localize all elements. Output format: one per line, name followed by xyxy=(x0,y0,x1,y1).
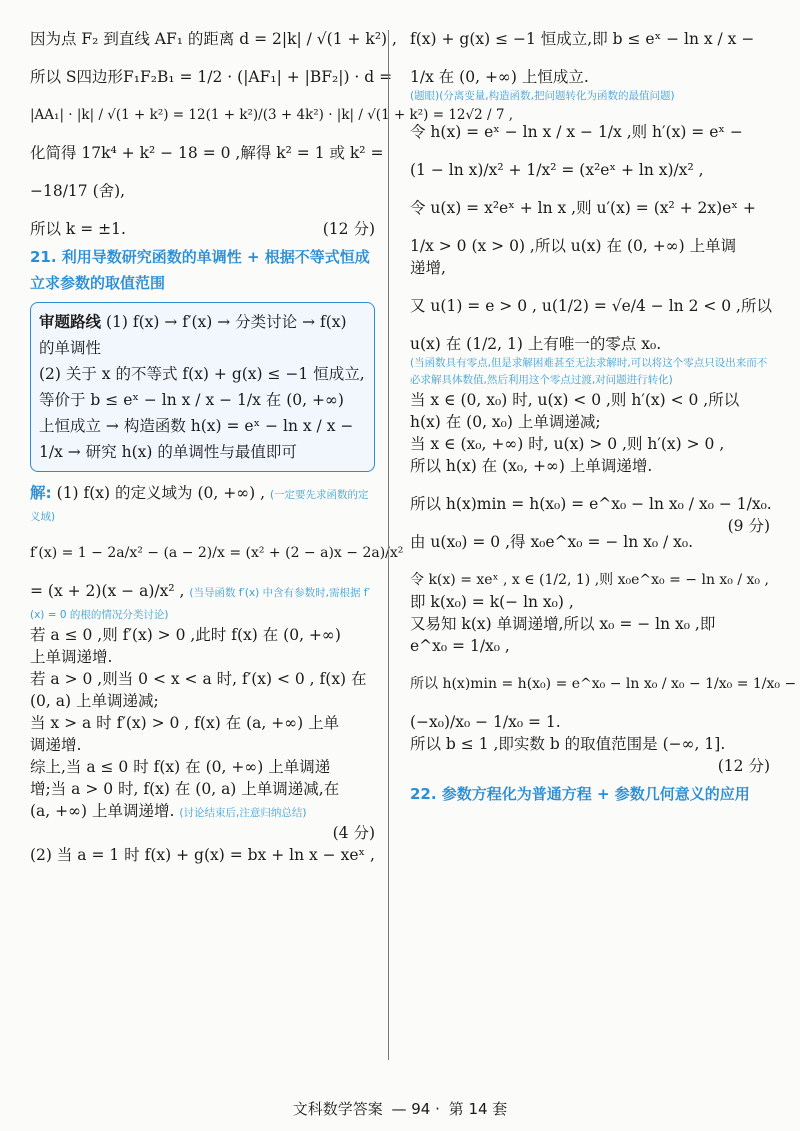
footer-label: 文科数学答案 xyxy=(292,1100,383,1118)
roadmap-box xyxy=(30,302,375,472)
text-line: 又易知 k(x) 单调递增,所以 x₀ = − ln x₀ ,即 xyxy=(410,615,716,633)
text-content: 所以 h(x)min = h(x₀) = e^x₀ − ln x₀ / x₀ − 1/x₀. xyxy=(410,495,772,513)
text-line xyxy=(30,800,375,822)
text-line: u(x) 在 (1/2, 1) 上有唯一的零点 x₀. xyxy=(410,335,662,353)
text-line: 综上,当 a ≤ 0 时 f(x) 在 (0, +∞) 上单调递 xyxy=(30,758,331,776)
text-line xyxy=(410,493,772,535)
text-line xyxy=(30,218,375,240)
text-line: f(x) + g(x) ≤ −1 恒成立,即 b ≤ eˣ − ln x / x − xyxy=(410,30,755,48)
text-line: |AA₁| · |k| / √(1 + k²) = 12(1 + k²)/(3 + 4k²) · |k| / √(1 + k²) = 12√2 / 7 , xyxy=(30,107,513,123)
text-line: f′(x) = 1 − 2a/x² − (a − 2)/x = (x² + (2 − a)x − 2a)/x² xyxy=(30,545,404,561)
annotation: (题眼)(分离变量,构造函数,把问题转化为函数的最值问题) xyxy=(410,90,675,102)
annotation: (当函数具有零点,但是求解困难甚至无法求解时,可以将这个零点只设出来而不必求解具体数值,然后利用这个零点过渡,对问题进行转化) xyxy=(410,357,768,386)
text-line: (1 − ln x)/x² + 1/x² = (x²eˣ + ln x)/x² , xyxy=(410,161,704,179)
solution-label: 解: xyxy=(30,484,52,502)
text-line: 1/x > 0 (x > 0) ,所以 u(x) 在 (0, +∞) 上单调 xyxy=(410,237,737,255)
solution-line xyxy=(30,482,375,526)
text-line: −18/17 (舍), xyxy=(30,182,126,200)
text-line: 由 u(x₀) = 0 ,得 x₀e^x₀ = − ln x₀ / x₀. xyxy=(410,533,694,551)
roadmap-text: (1) f(x) → f′(x) → 分类讨论 → f(x) 的单调性 xyxy=(39,313,347,357)
page-number: — 94 · xyxy=(391,1100,440,1118)
column-divider xyxy=(388,30,389,1060)
text-content: (1) f(x) 的定义域为 (0, +∞) , xyxy=(56,484,266,502)
text-line: 递增, xyxy=(410,259,446,277)
text-line: 上单调递增. xyxy=(30,648,113,666)
text-line: 调递增. xyxy=(30,736,82,754)
roadmap-title: 审题路线 xyxy=(39,313,102,331)
text-line: (2) 当 a = 1 时 f(x) + g(x) = bx + ln x − xeˣ , xyxy=(30,846,375,864)
roadmap-line: 上恒成立 → 构造函数 h(x) = eˣ − ln x / x − xyxy=(39,417,354,435)
text-line: 所以 b ≤ 1 ,即实数 b 的取值范围是 (−∞, 1]. xyxy=(410,735,726,753)
annotation: (当导函数 f′(x) 中含有参数时,需根据 f′(x) = 0 的根的情况分类讨论) xyxy=(30,587,370,621)
text-line: 所以 S四边形F₁F₂B₁ = 1/2 · (|AF₁| + |BF₂|) · d = xyxy=(30,68,393,86)
score-label: (9 分) xyxy=(727,517,770,535)
text-line: 所以 h(x)min = h(x₀) = e^x₀ − ln x₀ / x₀ − 1/x₀ = 1/x₀ − xyxy=(410,676,797,692)
text-line: 1/x 在 (0, +∞) 上恒成立. xyxy=(410,68,589,86)
text-line: 令 k(x) = xeˣ , x ∈ (1/2, 1) ,则 x₀e^x₀ = − ln x₀ / x₀ , xyxy=(410,572,769,588)
annotation: (一定要先求函数的定义域) xyxy=(30,489,369,523)
annotation: (讨论结束后,注意归纳总结) xyxy=(179,807,307,819)
score-label: (4 分) xyxy=(332,824,375,842)
text-line xyxy=(30,580,375,624)
text-content: 所以 k = ±1. xyxy=(30,220,126,238)
text-line: 当 x > a 时 f′(x) > 0 , f(x) 在 (a, +∞) 上单 xyxy=(30,714,340,732)
right-column xyxy=(410,28,797,811)
text-line: h(x) 在 (0, x₀) 上单调递减; xyxy=(410,413,601,431)
page-footer xyxy=(0,1098,800,1119)
text-line: 若 a > 0 ,则当 0 < x < a 时, f′(x) < 0 , f(x) 在 xyxy=(30,670,367,688)
set-number: 第 14 套 xyxy=(448,1100,508,1118)
text-line: 因为点 F₂ 到直线 AF₁ 的距离 d = 2|k| / √(1 + k²) , xyxy=(30,30,397,48)
text-line: 增;当 a > 0 时, f(x) 在 (0, a) 上单调递减,在 xyxy=(30,780,340,798)
text-line: 若 a ≤ 0 ,则 f′(x) > 0 ,此时 f(x) 在 (0, +∞) xyxy=(30,626,341,644)
text-line: (0, a) 上单调递减; xyxy=(30,692,159,710)
section-21-title: 21. 利用导数研究函数的单调性 + 根据不等式恒成立求参数的取值范围 xyxy=(30,248,370,292)
text-content: (a, +∞) 上单调递增. xyxy=(30,802,175,820)
text-line: (−x₀)/x₀ − 1/x₀ = 1. xyxy=(410,713,561,731)
text-line: 当 x ∈ (x₀, +∞) 时, u(x) > 0 ,则 h′(x) > 0 , xyxy=(410,435,725,453)
text-line: e^x₀ = 1/x₀ , xyxy=(410,637,510,655)
text-line: 又 u(1) = e > 0 , u(1/2) = √e/4 − ln 2 < 0 ,所以 xyxy=(410,297,772,315)
score-label: (12 分) xyxy=(717,757,770,775)
text-content: = (x + 2)(x − a)/x² , xyxy=(30,582,185,600)
text-line: 令 u(x) = x²eˣ + ln x ,则 u′(x) = (x² + 2x)eˣ + xyxy=(410,199,756,217)
text-line: 令 h(x) = eˣ − ln x / x − 1/x ,则 h′(x) = eˣ − xyxy=(410,123,743,141)
section-22-title: 22. 参数方程化为普通方程 + 参数几何意义的应用 xyxy=(410,785,750,803)
text-line: 当 x ∈ (0, x₀) 时, u(x) < 0 ,则 h′(x) < 0 ,所以 xyxy=(410,391,740,409)
text-line: 所以 h(x) 在 (x₀, +∞) 上单调递增. xyxy=(410,457,653,475)
roadmap-line xyxy=(39,309,366,361)
roadmap-line: (2) 关于 x 的不等式 f(x) + g(x) ≤ −1 恒成立,等价于 b ≤ eˣ − ln x / x − 1/x 在 (0, +∞) xyxy=(39,365,365,409)
score-label: (12 分) xyxy=(322,220,375,238)
roadmap-line: 1/x → 研究 h(x) 的单调性与最值即可 xyxy=(39,443,297,461)
text-line: 化简得 17k⁴ + k² − 18 = 0 ,解得 k² = 1 或 k² = xyxy=(30,144,384,162)
text-line: 即 k(x₀) = k(− ln x₀) , xyxy=(410,593,574,611)
